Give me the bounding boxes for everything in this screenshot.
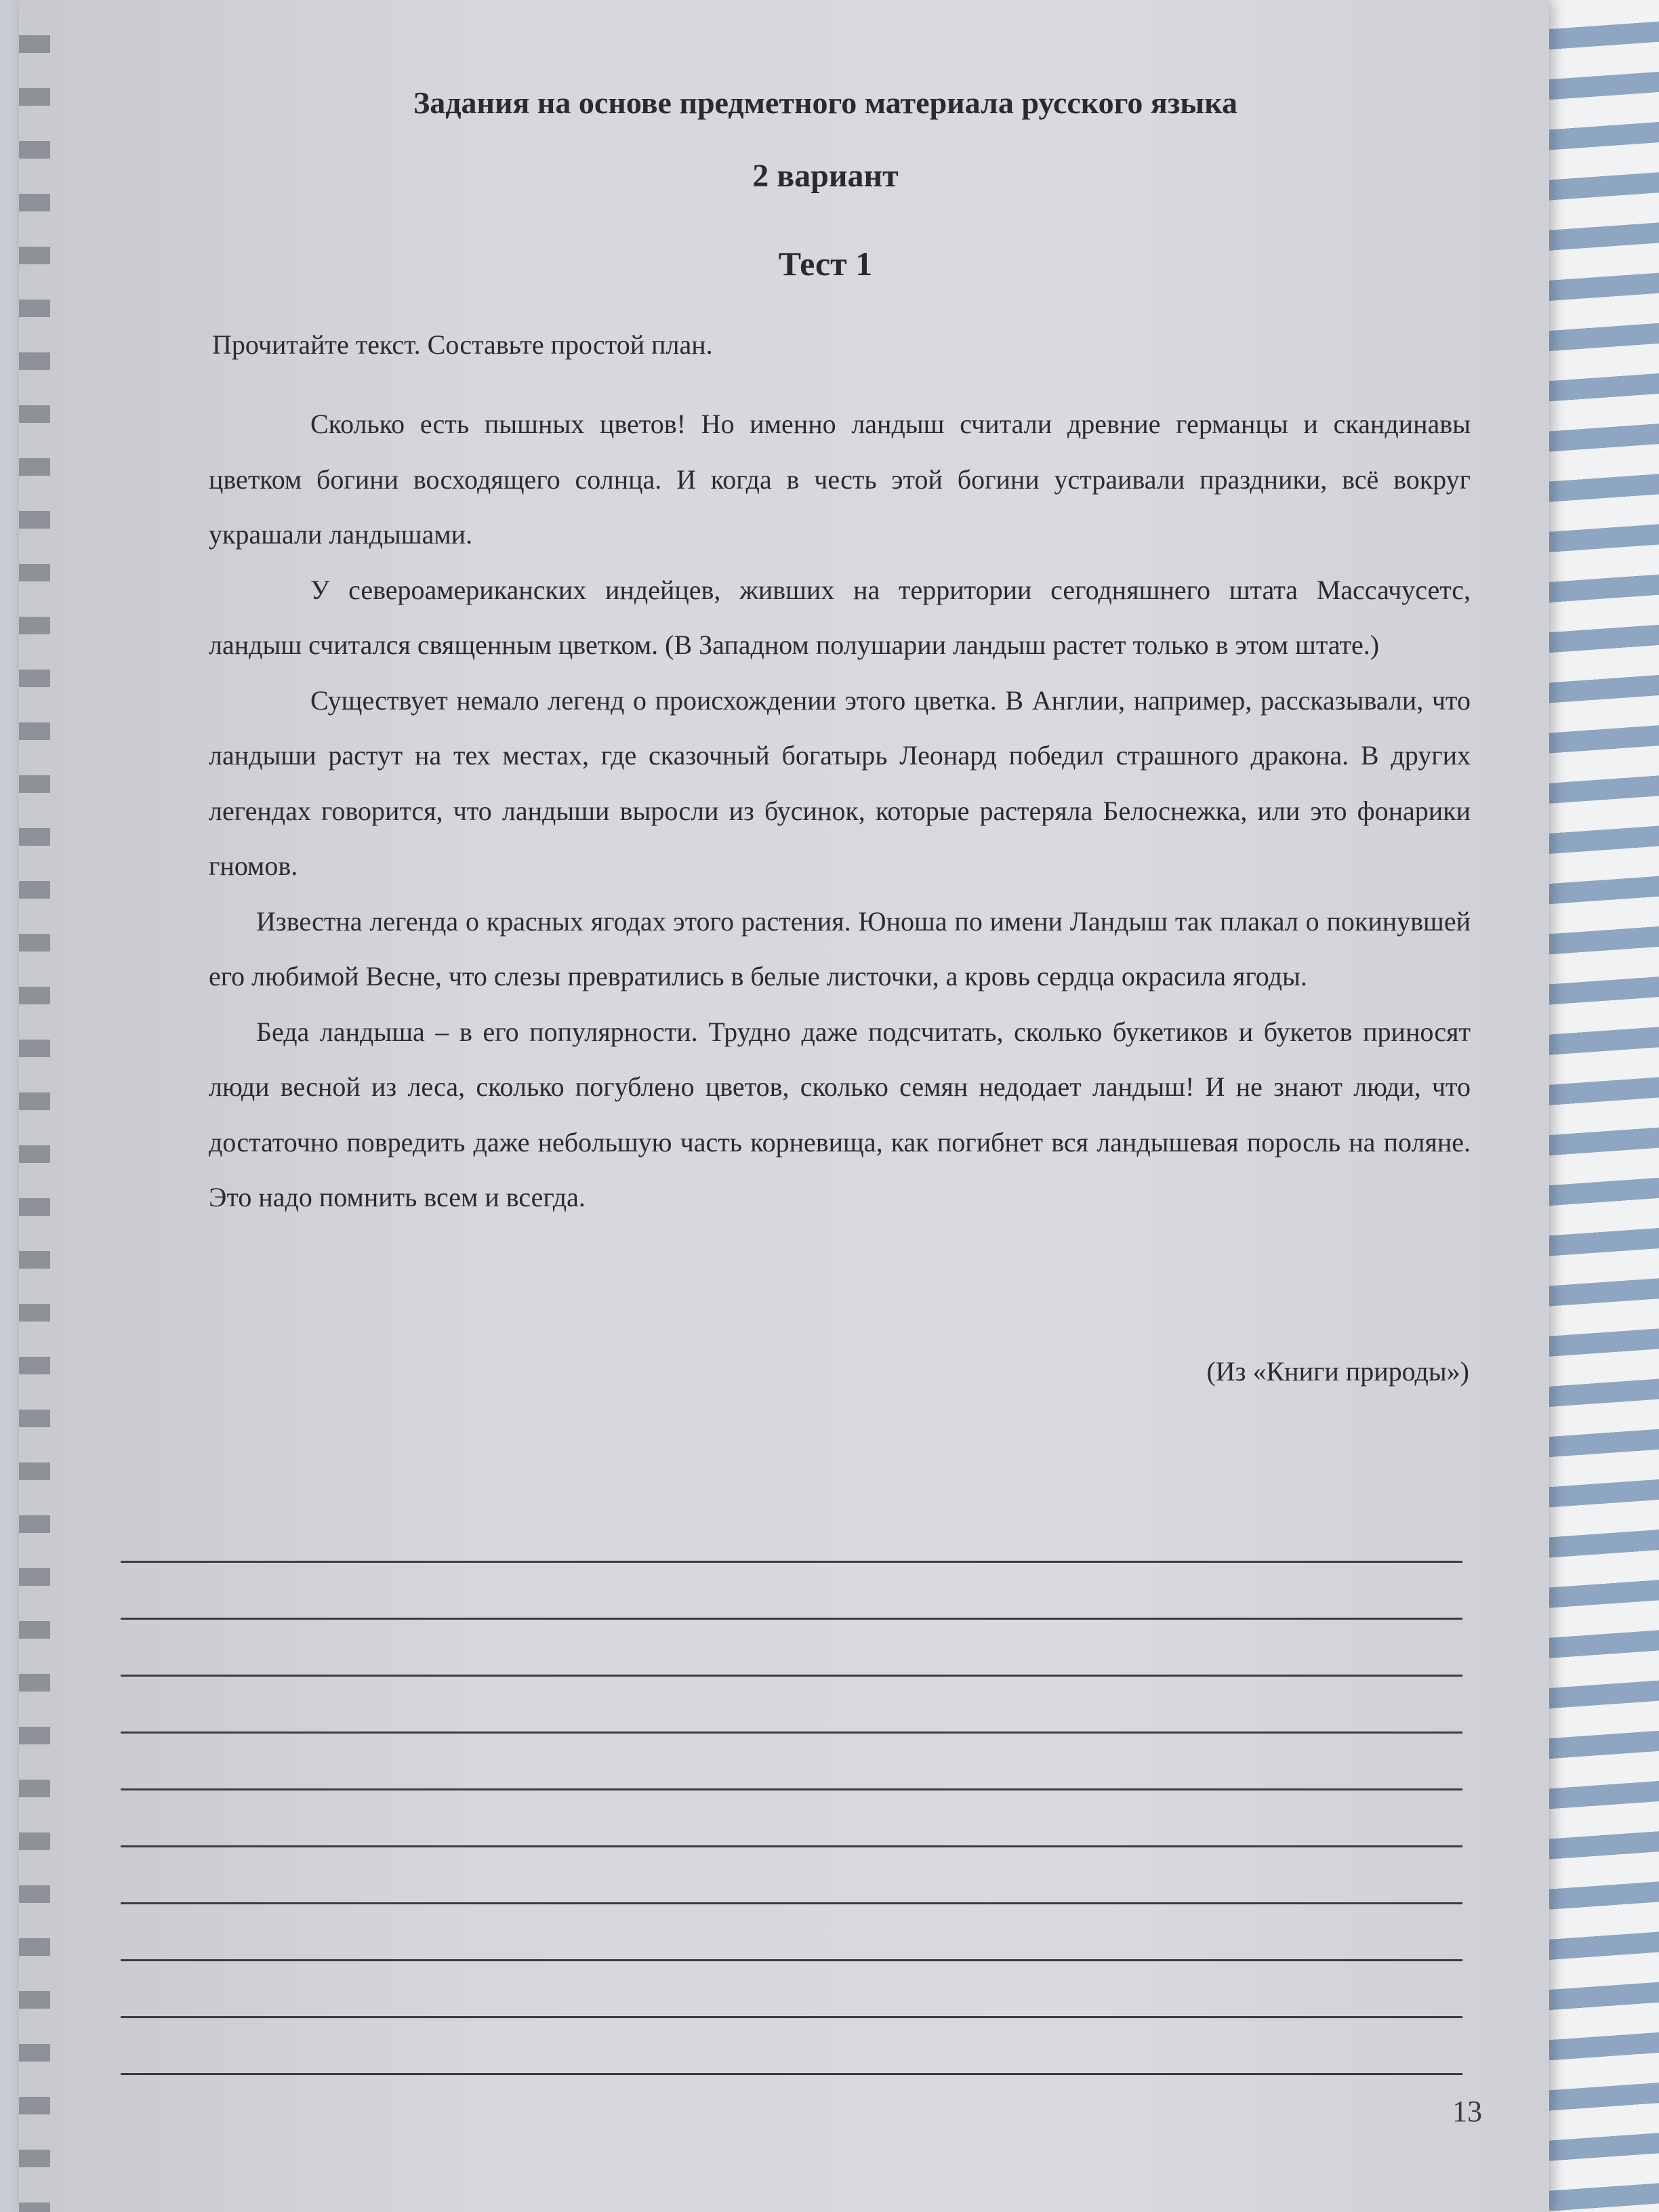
reading-passage bbox=[209, 396, 1471, 1225]
answer-line[interactable] bbox=[121, 1563, 1462, 1620]
binder-rings bbox=[19, 0, 50, 2212]
answer-line[interactable] bbox=[121, 1506, 1462, 1563]
test-heading: Тест 1 bbox=[778, 245, 873, 283]
answer-line[interactable] bbox=[121, 1790, 1462, 1847]
page-title: Задания на основе предметного материала русского языка bbox=[413, 85, 1237, 120]
paragraph: Сколько есть пышных цветов! Но именно ландыш считали древние германцы и скандинавы цветком богини восходящего солнца. И когда в честь этой богини устраивали праздники, всё вокруг украшали ландышами. bbox=[209, 409, 1471, 550]
answer-line[interactable] bbox=[121, 1620, 1462, 1677]
paragraph: Беда ландыша – в его популярности. Трудно даже подсчитать, сколько букетиков и букетов приносят люди весной из леса, сколько погублено цветов, сколько семян недодает ландыш! И не знают люди, что достаточно повредить даже небольшую часть корневища, как погибнет вся ландышевая поросль на поляне. Это надо помнить всем и всегда. bbox=[209, 1016, 1471, 1212]
answer-line[interactable] bbox=[121, 1734, 1462, 1790]
answer-line[interactable] bbox=[121, 1847, 1462, 1904]
answer-lines[interactable] bbox=[121, 1506, 1462, 2075]
source-citation: (Из «Книги природы») bbox=[1206, 1356, 1469, 1387]
paragraph: Существует немало легенд о происхождении этого цветка. В Англии, например, рассказывали, что ландыши растут на тех местах, где сказочный богатырь Леонард победил страшного дракона. В других легендах говорится, что ландыши выросли из бусинок, которые растеряла Белоснежка, или это фонарики гномов. bbox=[209, 684, 1471, 881]
task-instruction: Прочитайте текст. Составьте простой план. bbox=[212, 329, 713, 360]
answer-line[interactable] bbox=[121, 2018, 1462, 2075]
answer-line[interactable] bbox=[121, 1677, 1462, 1734]
striped-fabric-background bbox=[1538, 0, 1659, 2212]
page-number: 13 bbox=[1452, 2095, 1482, 2128]
variant-heading: 2 вариант bbox=[752, 158, 899, 194]
answer-line[interactable] bbox=[121, 1961, 1462, 2018]
answer-line[interactable] bbox=[121, 1904, 1462, 1961]
workbook-page bbox=[19, 0, 1549, 2212]
paragraph: У североамериканских индейцев, живших на территории сегодняшнего штата Массачусетс, ландыш считался священным цветком. (В Западном полушарии ландыш растет только в этом штате.) bbox=[209, 574, 1471, 660]
paragraph: Известна легенда о красных ягодах этого растения. Юноша по имени Ландыш так плакал о покинувшей его любимой Весне, что слезы превратились в белые листочки, а кровь сердца окрасила ягоды. bbox=[209, 905, 1471, 991]
